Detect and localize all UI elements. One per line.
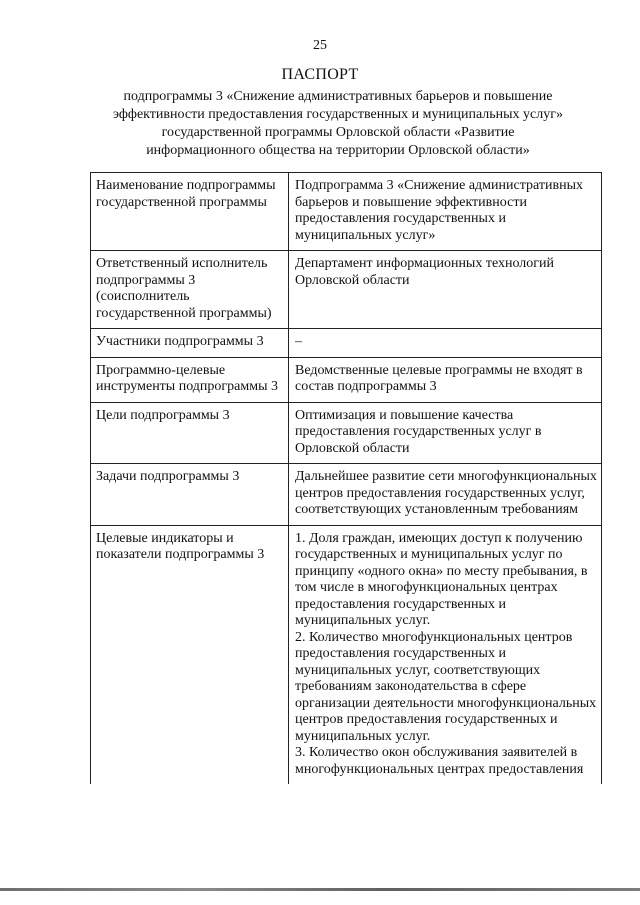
row-label: Наименование подпрограммы государственной программы: [91, 173, 289, 251]
table-row: [91, 251, 602, 329]
row-label: Задачи подпрограммы 3: [91, 464, 289, 526]
row-label: Целевые индикаторы и показатели подпрограммы 3: [91, 525, 289, 784]
indicator-item: 2. Количество многофункциональных центров предоставления государственных и муниципальных услуг, соответствующих требованиям законодательства в сфере организации деятельности многофункциональных центров предоставления государственных и муниципальных услуг.: [295, 629, 597, 744]
row-label: Участники подпрограммы 3: [91, 329, 289, 358]
indicator-item: 1. Доля граждан, имеющих доступ к получению государственных и муниципальных услуг по принципу «одного окна» по месту пребывания, в том числе в многофункциональных центрах предоставления государственных и муниципальных услуг.: [295, 530, 588, 628]
page-number: 25: [313, 38, 327, 53]
table-row: [91, 329, 602, 358]
scan-edge-line: [0, 888, 640, 891]
row-label: Программно-целевые инструменты подпрограммы 3: [91, 357, 289, 402]
table-row: [91, 173, 602, 251]
row-value: –: [289, 329, 602, 358]
document-title: ПАСПОРТ: [281, 66, 359, 83]
subtitle-line: информационного общества на территории Орловской области»: [146, 143, 530, 158]
row-label: Цели подпрограммы 3: [91, 402, 289, 464]
passport-table: [90, 172, 602, 784]
row-label: Ответственный исполнитель подпрограммы 3 (соисполнитель государственной программы): [91, 251, 289, 329]
document-subtitle: [70, 88, 606, 160]
table-row: [91, 464, 602, 526]
table-row: [91, 402, 602, 464]
indicator-item: 3. Количество окон обслуживания заявителей в многофункциональных центрах предоставления: [295, 745, 584, 777]
row-value: Оптимизация и повышение качества предоставления государственных услуг в Орловской области: [289, 402, 602, 464]
subtitle-line: государственной программы Орловской области «Развитие: [161, 125, 515, 140]
row-value: Дальнейшее развитие сети многофункциональных центров предоставления государственных услуг, соответствующих установленным требованиям: [289, 464, 602, 526]
subtitle-line: подпрограммы 3 «Снижение административных барьеров и повышение: [123, 89, 553, 104]
table-row: [91, 357, 602, 402]
row-value: Департамент информационных технологий Орловской области: [289, 251, 602, 329]
table-row: [91, 525, 602, 784]
subtitle-line: эффективности предоставления государственных и муниципальных услуг»: [112, 107, 564, 122]
row-value: Ведомственные целевые программы не входят в состав подпрограммы 3: [289, 357, 602, 402]
row-value: [289, 525, 602, 784]
row-value: Подпрограмма 3 «Снижение административных барьеров и повышение эффективности предоставления государственных и муниципальных услуг»: [289, 173, 602, 251]
